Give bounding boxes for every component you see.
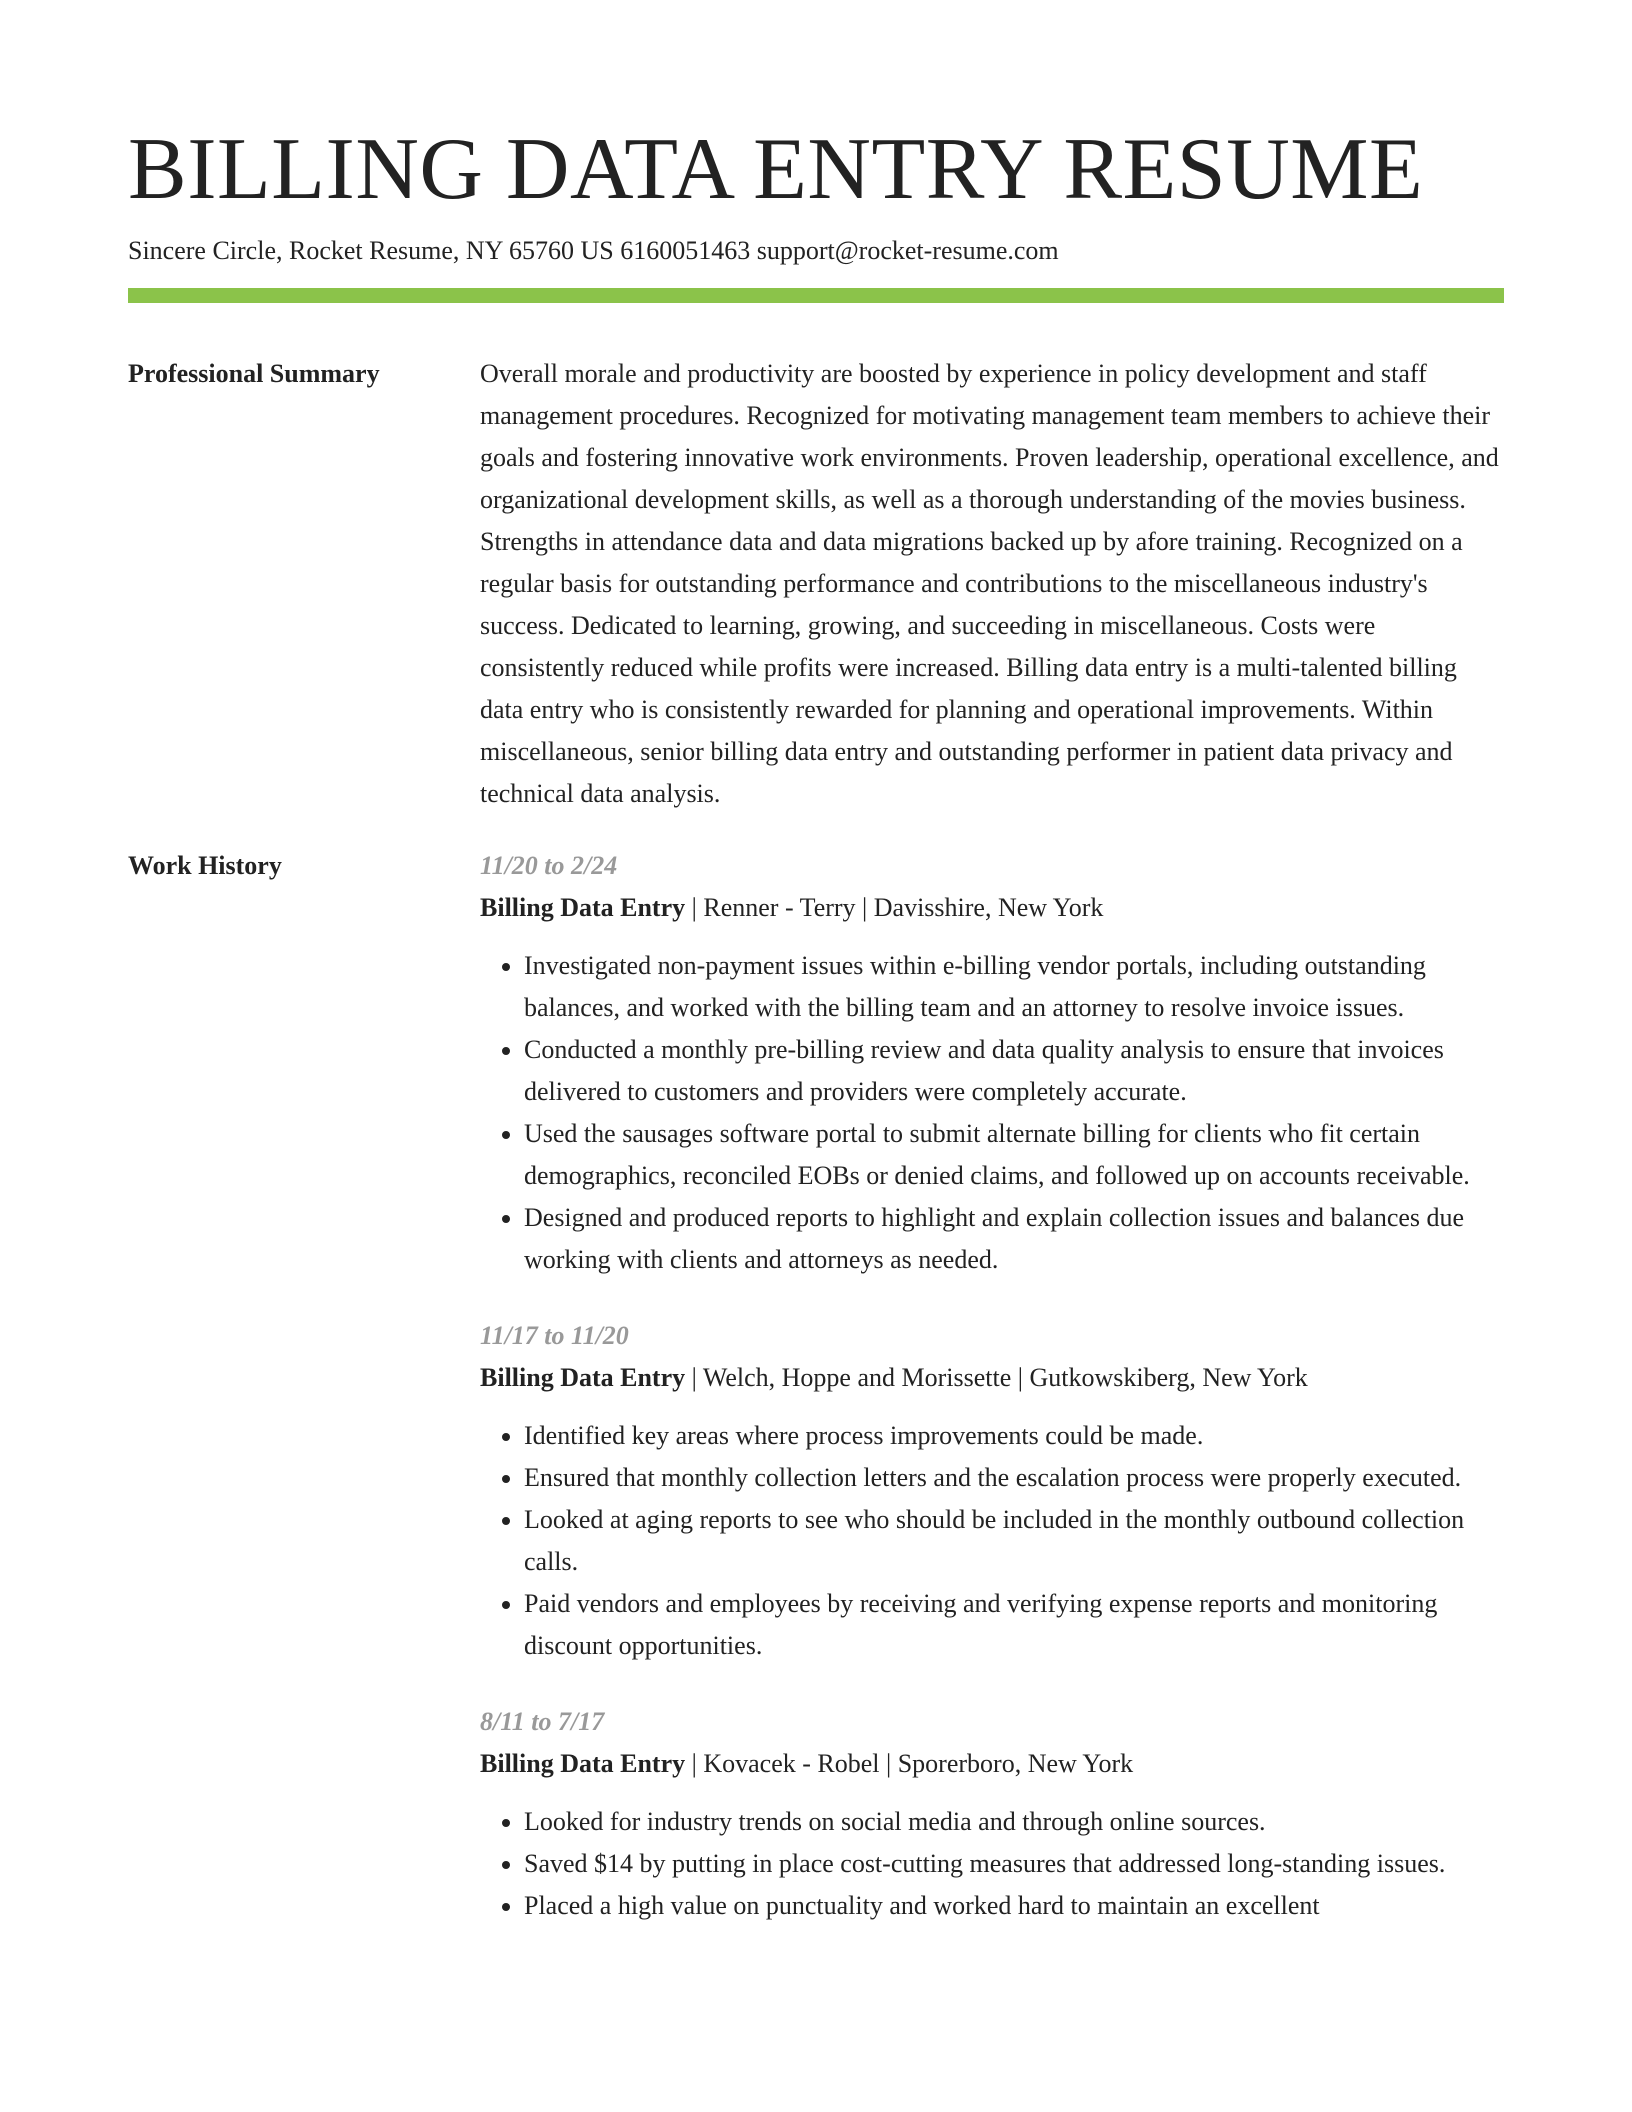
professional-summary-section: [128, 353, 1504, 815]
job-title: Billing Data Entry: [480, 1363, 686, 1392]
jobs-list: [480, 845, 1504, 1961]
job-entry: [480, 1315, 1504, 1667]
job-details: Welch, Hoppe and Morissette | Gutkowskiberg, New York: [702, 1363, 1308, 1392]
job-bullet: • Designed and produced reports to highlight and explain collection issues and balances due working with clients and attorneys as needed.: [524, 1197, 1504, 1281]
job-bullets: [480, 1415, 1504, 1667]
job-entry: [480, 845, 1504, 1281]
job-bullet: • Investigated non-payment issues within e-billing vendor portals, including outstanding balances, and worked with the billing team and an attorney to resolve invoice issues.: [524, 945, 1504, 1029]
resume-page: [128, 120, 1504, 1961]
section-title-summary: Professional Summary: [128, 359, 380, 388]
job-heading: [480, 1357, 1504, 1399]
job-title: Billing Data Entry: [480, 1749, 686, 1778]
job-heading: [480, 887, 1504, 929]
job-dates: 11/17 to 11/20: [480, 1321, 629, 1350]
job-dates: 8/11 to 7/17: [480, 1707, 605, 1736]
job-bullet: • Looked for industry trends on social media and through online sources.: [524, 1801, 1504, 1843]
job-separator: |: [685, 1749, 704, 1778]
job-bullet: • Used the sausages software portal to submit alternate billing for clients who fit certain demographics, reconciled EOBs or denied claims, and followed up on accounts receivable.: [524, 1113, 1504, 1197]
job-heading: [480, 1743, 1504, 1785]
job-bullet: • Conducted a monthly pre-billing review and data quality analysis to ensure that invoices delivered to customers and providers were completely accurate.: [524, 1029, 1504, 1113]
job-bullet: • Identified key areas where process improvements could be made.: [524, 1415, 1504, 1457]
job-bullets: [480, 945, 1504, 1281]
job-separator: |: [685, 1363, 703, 1392]
job-details: Renner - Terry | Davisshire, New York: [703, 893, 1104, 922]
job-bullet: • Paid vendors and employees by receiving and verifying expense reports and monitoring discount opportunities.: [524, 1583, 1504, 1667]
job-bullets: [480, 1801, 1504, 1927]
job-bullet: • Placed a high value on punctuality and worked hard to maintain an excellent: [524, 1885, 1504, 1927]
job-dates: 11/20 to 2/24: [480, 851, 618, 880]
job-details: Kovacek - Robel | Sporerboro, New York: [703, 1749, 1134, 1778]
job-entry: [480, 1701, 1504, 1927]
summary-text: Overall morale and productivity are boosted by experience in policy development and staff management procedures. Recognized for motivating management team members to achieve their goals and fostering innovative work environments. Proven leadership, operational excellence, and organizational development skills, as well as a thorough understanding of the movies business. Strengths in attendance data and data migrations backed up by afore training. Recognized on a regular basis for outstanding performance and contributions to the miscellaneous industry's success. Dedicated to learning, growing, and succeeding in miscellaneous. Costs were consistently reduced while profits were increased. Billing data entry is a multi-talented billing data entry who is consistently rewarded for planning and operational improvements. Within miscellaneous, senior billing data entry and outstanding performer in patient data privacy and technical data analysis.: [480, 359, 1499, 808]
resume-name: BILLING DATA ENTRY RESUME: [128, 121, 1424, 218]
header-divider: [128, 288, 1504, 303]
job-separator: |: [685, 893, 704, 922]
contact-line: Sincere Circle, Rocket Resume, NY 65760 US 6160051463 support@rocket-resume.com: [128, 236, 1059, 265]
job-bullet: • Saved $14 by putting in place cost-cutting measures that addressed long-standing issues.: [524, 1843, 1504, 1885]
section-title-work-history: Work History: [128, 851, 282, 880]
job-title: Billing Data Entry: [480, 893, 686, 922]
work-history-section: [128, 845, 1504, 1961]
job-bullet: • Looked at aging reports to see who should be included in the monthly outbound collection calls.: [524, 1499, 1504, 1583]
job-bullet: • Ensured that monthly collection letters and the escalation process were properly executed.: [524, 1457, 1504, 1499]
